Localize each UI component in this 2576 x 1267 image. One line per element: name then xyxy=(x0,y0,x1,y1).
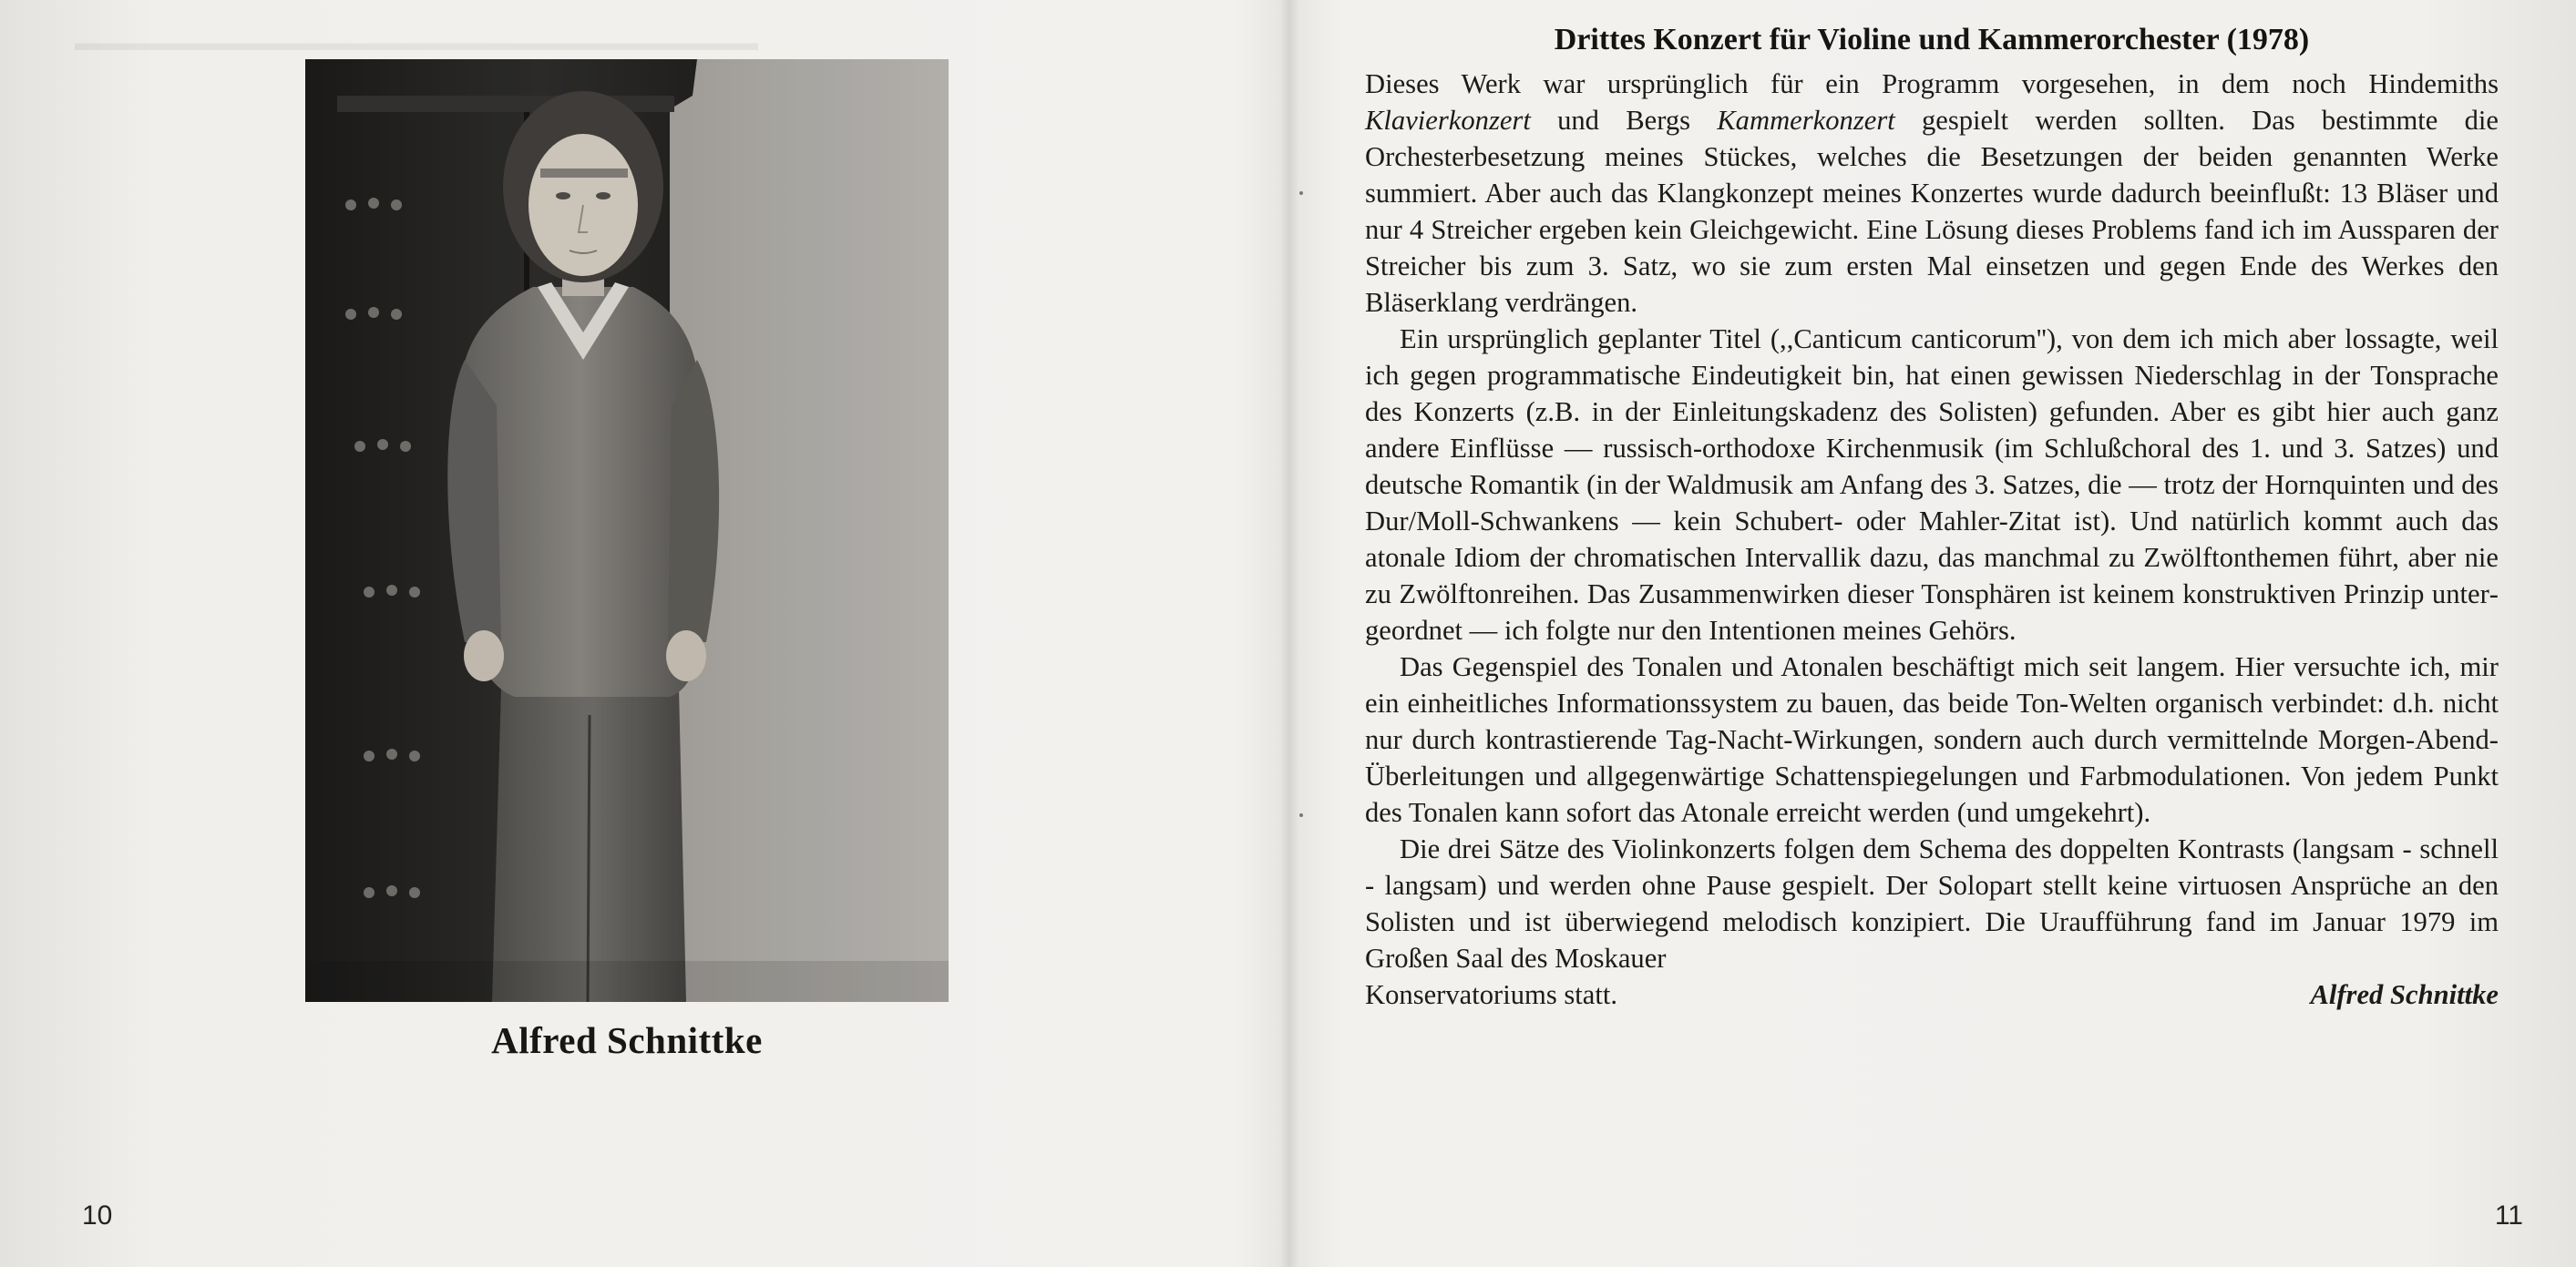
work-title: Klavierkonzert xyxy=(1365,105,1531,136)
last-line-text: Konservatoriums statt. xyxy=(1365,979,1618,1010)
text-run: und Bergs xyxy=(1530,105,1718,136)
text-run: Dieses Werk war ursprünglich für ein Programm vorgesehen, in dem noch Hindemiths xyxy=(1365,68,2499,99)
author-signature: Alfred Schnittke xyxy=(2310,979,2499,1010)
paragraph xyxy=(1365,66,2499,321)
page-number-right: 11 xyxy=(2494,1201,2523,1231)
margin-mark xyxy=(1299,813,1303,817)
photo-caption: Alfred Schnittke xyxy=(491,1019,763,1061)
article-title: Drittes Konzert für Violine und Kammerorchester (1978) xyxy=(1554,23,2310,56)
paragraph: Die drei Sätze des Violinkonzerts folgen dem Schema des doppelten Kontrasts (langsam - schnell - langsam) und werden ohne Pause gespielt. Der Solopart stellt keine virtuosen Ansprüche an den Solisten und ist überwiegend melodisch konzipiert. Die Uraufführung fand im Januar 1979 im Großen Saal des Moskauer xyxy=(1365,833,2499,974)
portrait-photo xyxy=(305,59,949,1002)
paragraph: Ein ursprünglich geplanter Titel (,,Canticum canticorum''), von dem ich mich aber lossagte, weil ich gegen programmatische Eindeutigkeit bin, hat einen gewissen Niederschlag in der Tonsprache des Konzerts (z.B. in der Einleitungskadenz des Solisten) gefunden. Aber es gibt hier auch ganz andere Einflüsse — russisch-orthodoxe Kirchenmusik (im Schlußchoral des 1. und 3. Satzes) und deutsche Romantik (in der Waldmusik am Anfang des 3. Satzes, die — trotz der Hornquinten und des Dur/Moll-Schwankens — kein Schubert- oder Mahler-Zitat ist). Und natürlich kommt auch das atonale Idiom der chromatischen Intervallik dazu, das manchmal zu Zwölftonthemen führt, aber nie zu Zwölftonreihen. Das Zusammenwirken dieser Tonsphären ist keinem konstruktiven Prinzip untergeordnet — ich folgte nur den Intentionen meines Gehörs. xyxy=(1365,323,2499,646)
article-body xyxy=(1365,66,2499,1013)
margin-mark xyxy=(1299,191,1303,195)
page-number-left: 10 xyxy=(82,1201,113,1231)
text-run: gespielt werden sollten. Das bestimmte die Orchesterbesetzung meines Stückes, welches die Besetzungen der beiden genannten Werke summiert. Aber auch das Klangkonzept meines Konzertes wurde dadurch beeinflußt: 13 Bläser und nur 4 Streicher ergeben kein Gleichgewicht. Eine Lösung dieses Problems fand ich im Aussparen der Streicher bis zum 3. Satz, wo sie zum ersten Mal einsetzen und gegen Ende des Werkes den Bläserklang verdrängen. xyxy=(1365,105,2499,318)
closing-line xyxy=(1365,976,2499,1013)
article xyxy=(1365,20,2499,1013)
paragraph: Das Gegenspiel des Tonalen und Atonalen beschäftigt mich seit langem. Hier versuchte ich, mir ein einheitliches Informationssystem zu bauen, das beide Ton-Welten organisch verbindet: d.h. nicht nur durch kontrastierende Tag-Nacht-Wirkungen, sondern auch durch vermittelnde Morgen-Abend-Überleitungen und allgegenwärtige Schattenspiegelungen und Farbmodulationen. Von jedem Punkt des Tonalen kann sofort das Atonale erreicht werden (und umgekehrt). xyxy=(1365,651,2499,828)
right-page xyxy=(1288,0,2576,1267)
work-title: Kammerkonzert xyxy=(1717,105,1895,136)
bleed-through-texture: ▬▬▬▬▬▬▬▬▬▬▬▬▬▬▬▬▬▬▬▬▬▬▬▬▬▬▬▬▬▬ xyxy=(75,31,758,56)
